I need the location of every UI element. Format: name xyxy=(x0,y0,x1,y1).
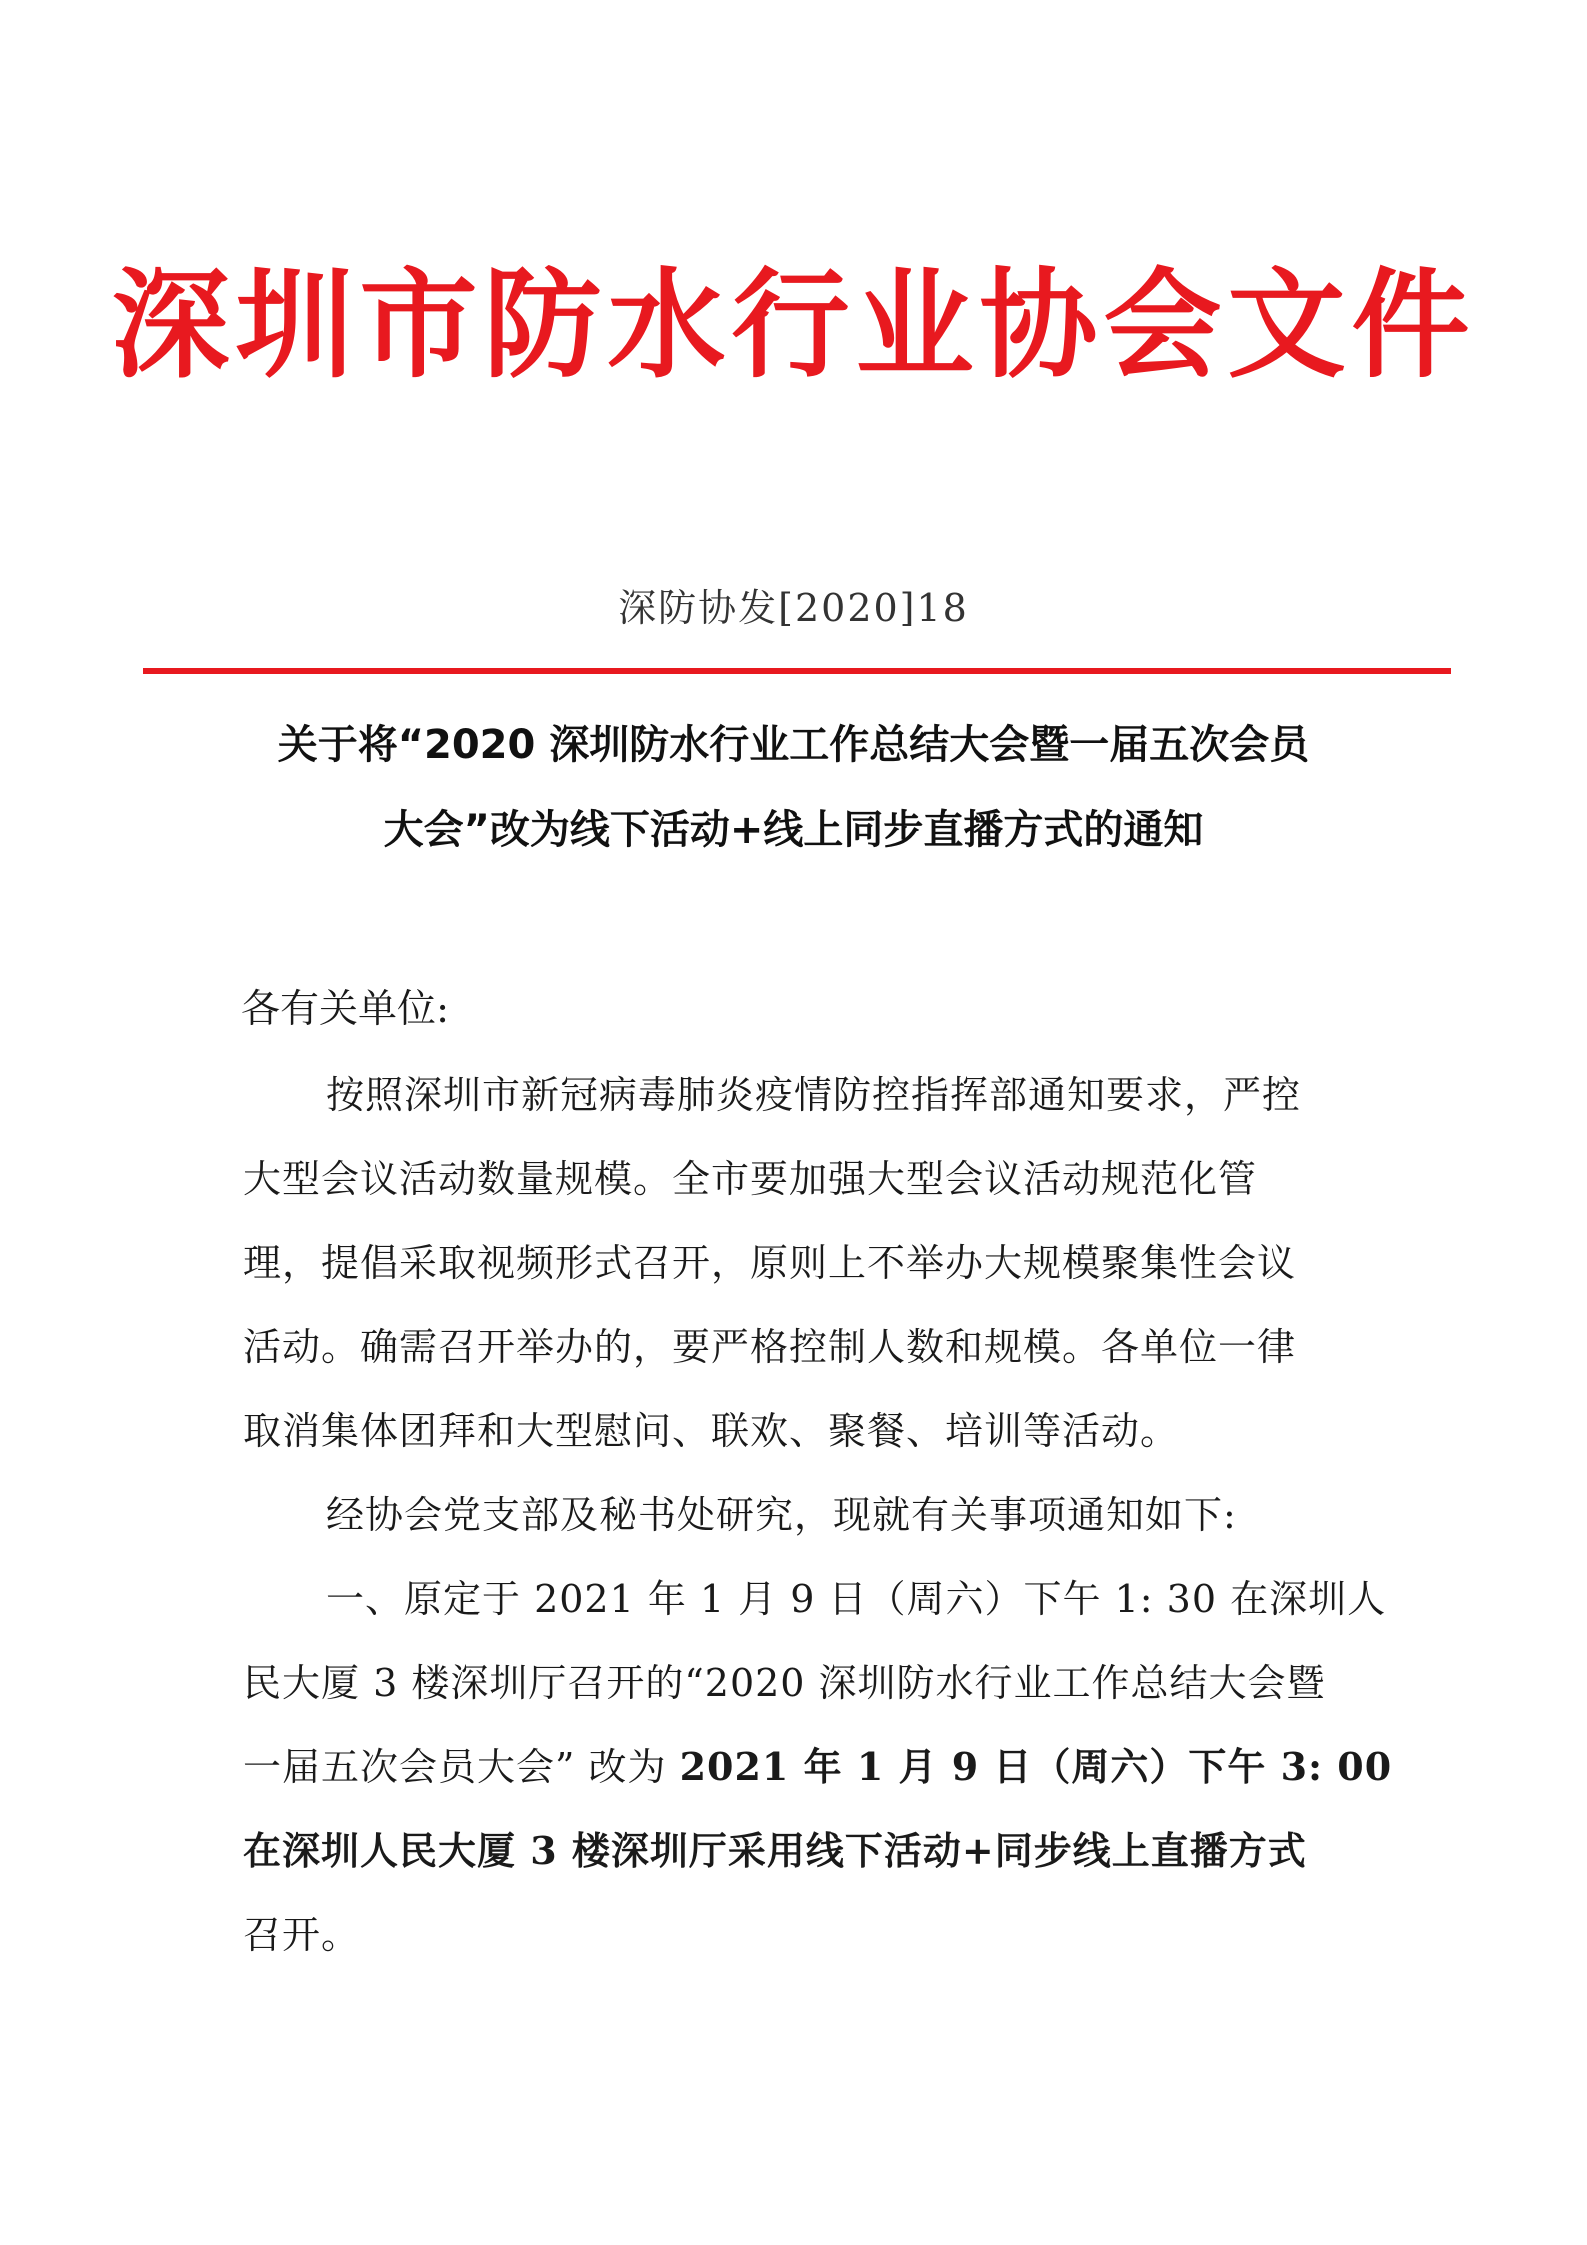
body-line-9-bold-datetime: 2021 年 1 月 9 日（周六）下午 3: 00 xyxy=(679,1744,1393,1789)
notice-title-line-1: 关于将“2020 深圳防水行业工作总结大会暨一届五次会员 xyxy=(277,722,1310,768)
red-divider-rule xyxy=(143,668,1451,674)
body-line-8: 民大厦 3 楼深圳厅召开的“2020 深圳防水行业工作总结大会暨 xyxy=(243,1661,1326,1705)
body-line-1: 按照深圳市新冠病毒肺炎疫情防控指挥部通知要求，严控 xyxy=(326,1073,1302,1117)
masthead-title: 深圳市防水行业协会文件 xyxy=(111,255,1476,394)
body-line-11: 召开。 xyxy=(243,1913,361,1957)
document-number: 深防协发[2020]18 xyxy=(618,586,969,630)
body-line-9 xyxy=(243,1739,1392,1795)
body-line-2: 大型会议活动数量规模。全市要加强大型会议活动规范化管 xyxy=(243,1157,1258,1201)
body-line-4: 活动。确需召开举办的，要严格控制人数和规模。各单位一律 xyxy=(243,1325,1297,1369)
body-line-7: 一、原定于 2021 年 1 月 9 日（周六）下午 1: 30 在深圳人 xyxy=(326,1577,1387,1621)
body-line-3: 理，提倡采取视频形式召开，原则上不举办大规模聚集性会议 xyxy=(243,1241,1297,1285)
body-line-6: 经协会党支部及秘书处研究，现就有关事项通知如下: xyxy=(326,1493,1237,1537)
notice-title-line-2: 大会”改为线下活动+线上同步直播方式的通知 xyxy=(383,807,1204,853)
body-line-9-regular: 一届五次会员大会” 改为 xyxy=(243,1745,680,1789)
body-line-10-bold: 在深圳人民大厦 3 楼深圳厅采用线下活动+同步线上直播方式 xyxy=(243,1828,1307,1873)
body-line-5: 取消集体团拜和大型慰问、联欢、聚餐、培训等活动。 xyxy=(243,1409,1180,1453)
salutation: 各有关单位: xyxy=(241,987,450,1032)
